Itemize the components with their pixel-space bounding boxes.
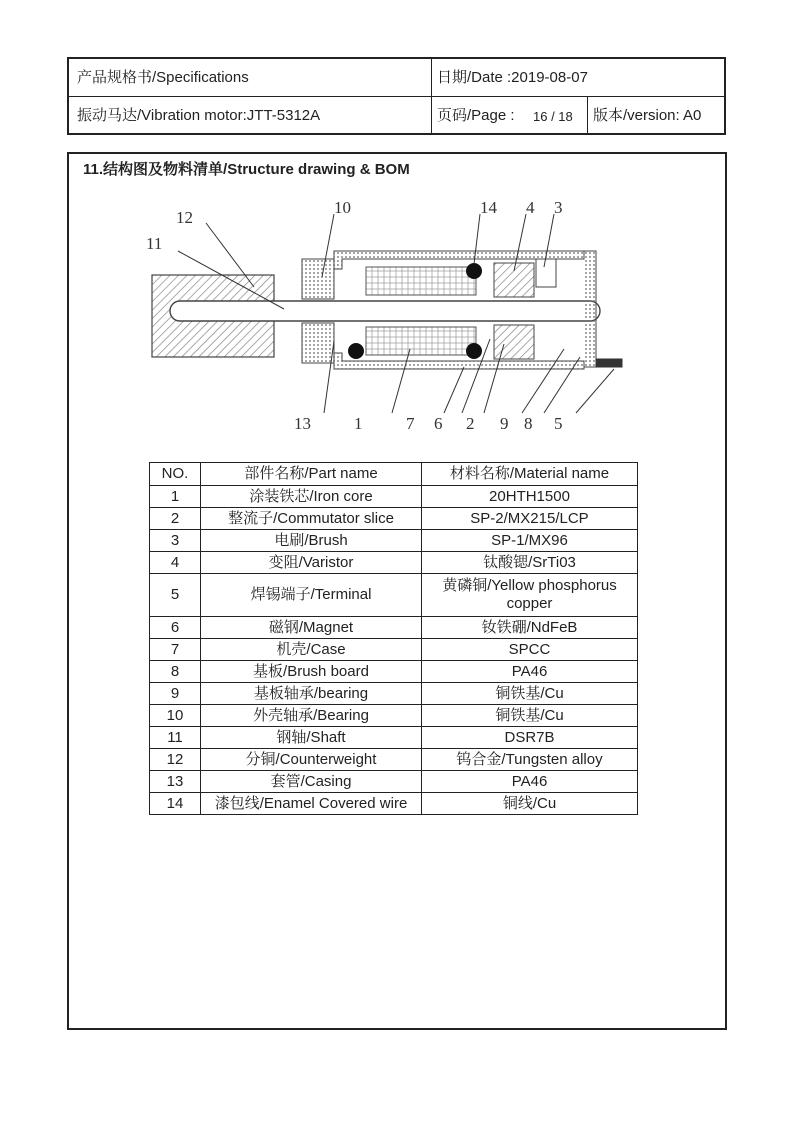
row-part: 电刷/Brush (201, 530, 422, 552)
row-part: 基板轴承/bearing (201, 683, 422, 705)
row-no: 5 (150, 574, 201, 617)
end-cap (584, 251, 596, 367)
callout-14: 14 (480, 199, 497, 217)
row-material: 钕铁硼/NdFeB (422, 617, 638, 639)
structure-section (67, 152, 727, 1030)
row-material: 钛酸锶/SrTi03 (422, 552, 638, 574)
callout-8: 8 (524, 414, 533, 433)
commutator-bottom (494, 325, 534, 359)
table-row (150, 705, 638, 727)
row-no: 13 (150, 771, 201, 793)
table-row (150, 552, 638, 574)
row-part: 基板/Brush board (201, 661, 422, 683)
table-row (150, 639, 638, 661)
row-part: 磁钢/Magnet (201, 617, 422, 639)
enamel-wire-bottom (466, 343, 482, 359)
callout-13: 13 (294, 414, 311, 433)
callout-1: 1 (354, 414, 363, 433)
row-no: 3 (150, 530, 201, 552)
enamel-wire-left (348, 343, 364, 359)
outer-bearing-bottom (302, 323, 334, 363)
iron-core-top (366, 267, 476, 295)
table-row (150, 530, 638, 552)
col-no: NO. (150, 463, 201, 486)
col-material-name: 材料名称/Material name (422, 463, 638, 486)
row-part: 变阻/Varistor (201, 552, 422, 574)
enamel-wire-top (466, 263, 482, 279)
commutator-top (494, 263, 534, 297)
row-part: 涂装铁芯/Iron core (201, 486, 422, 508)
callout-9: 9 (500, 414, 509, 433)
row-part: 焊锡端子/Terminal (201, 574, 422, 617)
row-no: 11 (150, 727, 201, 749)
callout-10: 10 (334, 199, 351, 217)
callout-3: 3 (554, 199, 563, 217)
section-title: 11.结构图及物料清单/Structure drawing & BOM (83, 161, 410, 178)
page-number: 16 / 18 (533, 109, 573, 124)
date-label: 日期/Date :2019-08-07 (437, 69, 588, 86)
row-part: 钢轴/Shaft (201, 727, 422, 749)
row-material: 铜铁基/Cu (422, 705, 638, 727)
header-col-divider-2 (587, 96, 588, 135)
motor-structure-drawing (144, 199, 634, 439)
model-label: 振动马达/Vibration motor:JTT-5312A (77, 107, 321, 124)
row-no: 14 (150, 793, 201, 815)
callout-7: 7 (406, 414, 415, 433)
row-no: 4 (150, 552, 201, 574)
row-part: 外壳轴承/Bearing (201, 705, 422, 727)
row-no: 12 (150, 749, 201, 771)
callout-2: 2 (466, 414, 475, 433)
header-divider (69, 96, 724, 97)
table-row (150, 574, 638, 617)
table-row (150, 683, 638, 705)
bom-header-row (150, 463, 638, 486)
terminal-shape (596, 359, 622, 367)
row-part: 整流子/Commutator slice (201, 508, 422, 530)
row-no: 7 (150, 639, 201, 661)
bom-table (149, 462, 638, 815)
row-no: 9 (150, 683, 201, 705)
row-no: 1 (150, 486, 201, 508)
table-row (150, 486, 638, 508)
callout-6: 6 (434, 414, 443, 433)
table-row (150, 508, 638, 530)
row-material: PA46 (422, 771, 638, 793)
product-spec-label: 产品规格书/Specifications (77, 69, 249, 86)
table-row (150, 617, 638, 639)
row-no: 6 (150, 617, 201, 639)
row-part: 套管/Casing (201, 771, 422, 793)
row-part: 漆包线/Enamel Covered wire (201, 793, 422, 815)
row-material: 20HTH1500 (422, 486, 638, 508)
row-no: 10 (150, 705, 201, 727)
row-material: 黄磷铜/Yellow phosphorus copper (422, 574, 638, 617)
page-label: 页码/Page : (437, 107, 515, 124)
row-material: SP-2/MX215/LCP (422, 508, 638, 530)
shaft-shape (170, 301, 600, 321)
row-material: 钨合金/Tungsten alloy (422, 749, 638, 771)
table-row (150, 749, 638, 771)
row-no: 8 (150, 661, 201, 683)
row-part: 机壳/Case (201, 639, 422, 661)
row-material: 铜线/Cu (422, 793, 638, 815)
callout-12: 12 (176, 208, 193, 227)
row-material: 铜铁基/Cu (422, 683, 638, 705)
row-material: DSR7B (422, 727, 638, 749)
row-material: PA46 (422, 661, 638, 683)
callout-4: 4 (526, 199, 535, 217)
table-row (150, 661, 638, 683)
row-material: SP-1/MX96 (422, 530, 638, 552)
header-col-divider (431, 59, 432, 135)
header-table (67, 57, 726, 135)
table-row (150, 793, 638, 815)
iron-core-bottom (366, 327, 476, 355)
outer-bearing-top (302, 259, 334, 299)
col-part-name: 部件名称/Part name (201, 463, 422, 486)
version-label: 版本/version: A0 (593, 107, 702, 124)
row-no: 2 (150, 508, 201, 530)
row-material: SPCC (422, 639, 638, 661)
callout-11: 11 (146, 234, 163, 253)
callout-5: 5 (554, 414, 563, 433)
table-row (150, 727, 638, 749)
brush-shape (536, 259, 556, 287)
row-part: 分铜/Counterweight (201, 749, 422, 771)
table-row (150, 771, 638, 793)
